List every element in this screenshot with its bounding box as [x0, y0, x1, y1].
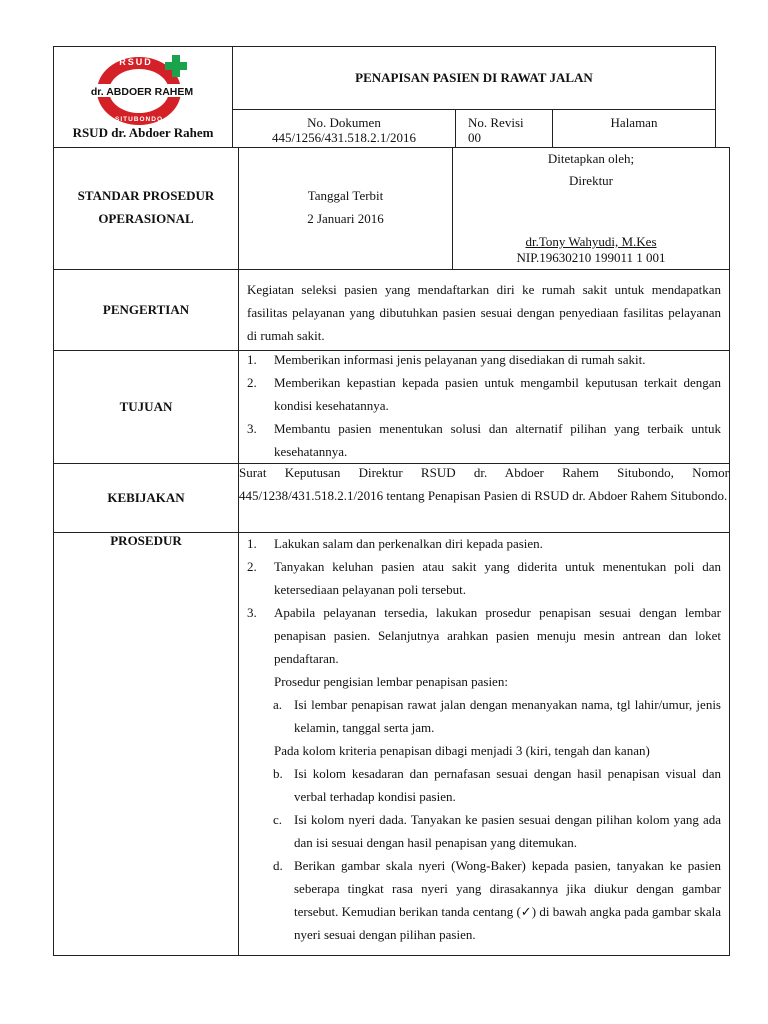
list-item: 3. Membantu pasien menentukan solusi dan alternatif pilihan yang terbaik untuk kesehatannya.: [247, 421, 721, 459]
approval-cell: [452, 147, 730, 270]
prosedur-sub-item-d: d. Berikan gambar skala nyeri (Wong-Baker) kepada pasien, tanyakan ke pasien seberapa tingkat rasa nyeri yang dirasakannya jika diukur dengan gambar tersebut. Kemudian berikan tanda centang (✓) di bawah angka pada gambar skala nyeri sesuai dengan pilihan pasien.: [273, 858, 721, 942]
list-item: 1. Lakukan salam dan perkenalkan diri kepada pasien.: [247, 536, 543, 551]
list-item: 1. Memberikan informasi jenis pelayanan yang disediakan di rumah sakit.: [247, 352, 646, 367]
tujuan-content-cell: [238, 350, 730, 464]
issue-date-cell: [238, 147, 453, 270]
prosedur-subheading: Prosedur pengisian lembar penapisan pasien:: [274, 674, 508, 689]
prosedur-sub-item-b: b. Isi kolom kesadaran dan pernafasan sesuai dengan hasil penapisan visual dan verbal terhadap kondisi pasien.: [273, 766, 721, 804]
document-title: [232, 46, 716, 110]
tujuan-label: TUJUAN: [119, 399, 173, 414]
prosedur-label: PROSEDUR: [110, 533, 182, 548]
approver-position: Direktur: [568, 173, 614, 188]
pengertian-text: Kegiatan seleksi pasien yang mendaftarkan diri ke rumah sakit untuk mendapatkan fasilitas pelayanan yang dibutuhkan pasien sesuai dengan penyediaan fasilitas pelayanan di rumah sakit.: [247, 282, 721, 343]
kebijakan-text: Surat Keputusan Direktur RSUD dr. Abdoer Rahem Situbondo, Nomor 445/1238/431.518.2.1/2016 tentang Penapisan Pasien di RSUD dr. Abdoer Rahem Situbondo.: [239, 465, 729, 503]
list-item: 2. Tanyakan keluhan pasien atau sakit yang diderita untuk menentukan poli dan ketersediaan pelayanan poli tersebut.: [247, 559, 721, 597]
sop-label-line2: OPERASIONAL: [98, 211, 194, 226]
logo-bottom-text: SITUBONDO: [115, 116, 163, 123]
page-cell: [552, 109, 716, 148]
approved-by-label: Ditetapkan oleh;: [547, 151, 635, 166]
document-title-text: PENAPISAN PASIEN DI RAWAT JALAN: [355, 70, 593, 85]
revision-cell: [455, 109, 553, 148]
pengertian-label-cell: [53, 269, 239, 351]
logo-top-text: RSUD: [119, 57, 153, 67]
revision-label: No. Revisi: [468, 115, 524, 130]
prosedur-criteria-note: Pada kolom kriteria penapisan dibagi menjadi 3 (kiri, tengah dan kanan): [274, 743, 650, 758]
logo-name-text: dr. ABDOER RAHEM: [90, 86, 194, 98]
prosedur-sub-item-a: a. Isi lembar penapisan rawat jalan dengan menanyakan nama, tgl lahir/umur, jenis kelamin, tanggal serta jam.: [273, 697, 721, 735]
tujuan-label-cell: [53, 350, 239, 464]
prosedur-label-cell: [53, 532, 239, 956]
pengertian-content-cell: [238, 269, 730, 351]
prosedur-sub-item-c: c. Isi kolom nyeri dada. Tanyakan ke pasien sesuai dengan pilihan kolom yang ada dan isi sesuai dengan hasil penapisan yang ditemukan.: [273, 812, 721, 850]
page-label: Halaman: [610, 115, 658, 130]
pengertian-label: PENGERTIAN: [102, 302, 190, 317]
revision-value: 00: [468, 130, 481, 145]
sop-label-cell: [53, 147, 239, 270]
hospital-name: RSUD dr. Abdoer Rahem: [72, 125, 214, 140]
kebijakan-label: KEBIJAKAN: [107, 490, 185, 505]
kebijakan-content-cell: [238, 463, 730, 533]
issue-date-value: 2 Januari 2016: [307, 211, 384, 226]
signer-nip: NIP.19630210 199011 1 001: [516, 250, 666, 265]
list-item: 2. Memberikan kepastian kepada pasien untuk mengambil keputusan terkait dengan kondisi kesehatannya.: [247, 375, 721, 413]
doc-number-value: 445/1256/431.518.2.1/2016: [271, 130, 417, 145]
hospital-logo: [84, 51, 204, 131]
doc-number-cell: [232, 109, 456, 148]
tujuan-list: [239, 348, 729, 463]
kebijakan-label-cell: [53, 463, 239, 533]
logo-cell: [53, 46, 233, 148]
sop-label-line1: STANDAR PROSEDUR: [77, 188, 215, 203]
doc-number-label: No. Dokumen: [307, 115, 381, 130]
prosedur-list: [239, 532, 721, 670]
prosedur-content-cell: [238, 532, 730, 956]
list-item: 3. Apabila pelayanan tersedia, lakukan prosedur penapisan sesuai dengan lembar penapisan pasien. Selanjutnya arahkan pasien menuju mesin antrean dan loket pendaftaran.: [247, 605, 721, 666]
signer-name: dr.Tony Wahyudi, M.Kes: [525, 234, 657, 249]
issue-date-label: Tanggal Terbit: [307, 188, 384, 203]
